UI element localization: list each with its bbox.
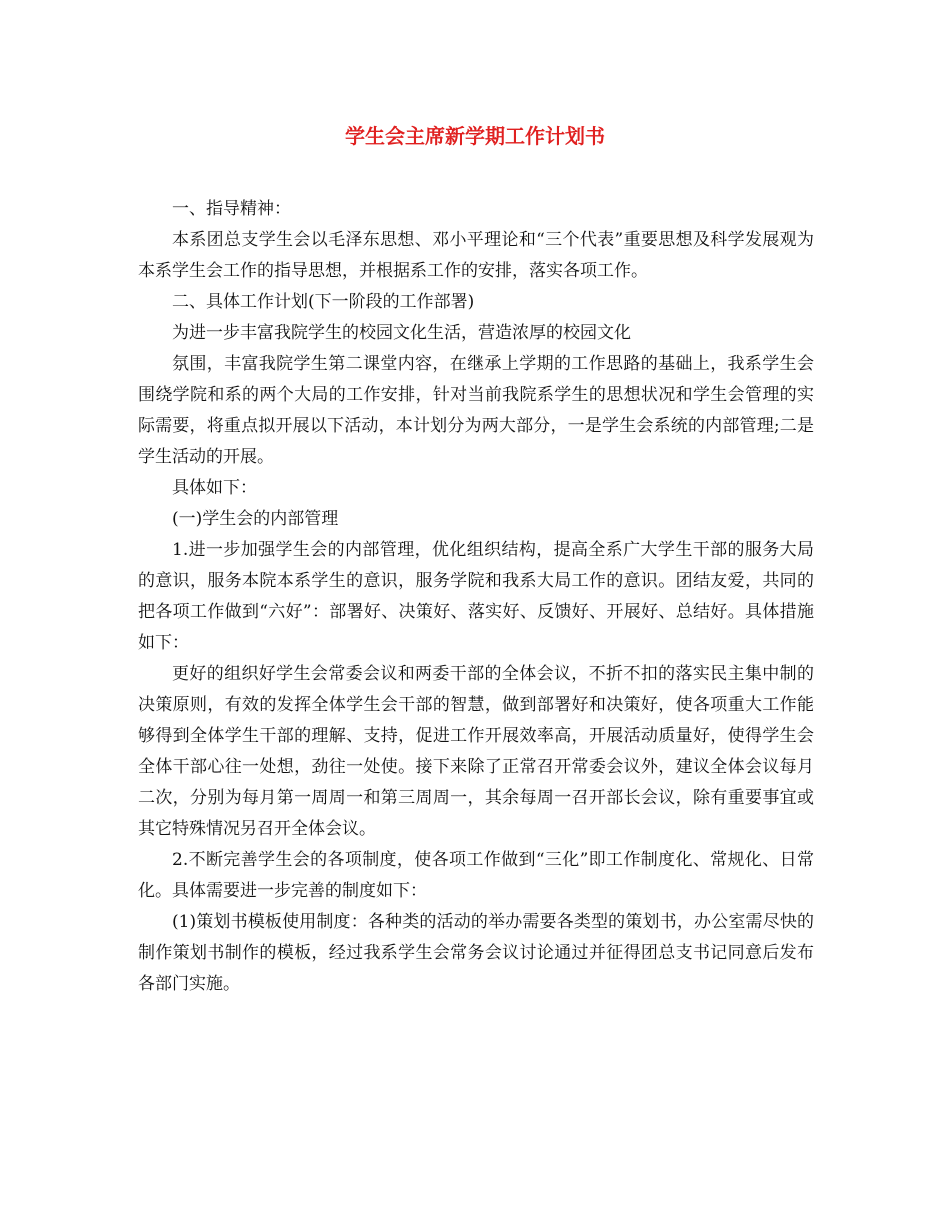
paragraph-guiding-spirit-heading: 一、指导精神： bbox=[172, 199, 291, 219]
document-body bbox=[138, 194, 814, 1000]
paragraph: 具体如下： bbox=[172, 478, 257, 498]
paragraph-guiding-spirit: 本系团总支学生会以毛泽东思想、邓小平理论和“三个代表”重要思想及科学发展观为本系学生会工作的指导思想，并根据系工作的安排，落实各项工作。 bbox=[138, 230, 814, 281]
paragraph: 为进一步丰富我院学生的校园文化生活，营造浓厚的校园文化 bbox=[172, 323, 631, 343]
paragraph-internal-management-heading: (一)学生会的内部管理 bbox=[172, 509, 339, 529]
paragraph: 1.进一步加强学生会的内部管理，优化组织结构，提高全系广大学生干部的服务大局的意识，服务本院本系学生的意识，服务学院和我系大局工作的意识。团结友爱，共同的把各项工作做到“六好”：部署好、决策好、落实好、反馈好、开展好、总结好。具体措施如下： bbox=[138, 540, 814, 653]
document-title: 学生会主席新学期工作计划书 bbox=[345, 124, 605, 148]
paragraph: 2.不断完善学生会的各项制度，使各项工作做到“三化”即工作制度化、常规化、日常化。具体需要进一步完善的制度如下： bbox=[138, 850, 814, 901]
paragraph: 氛围，丰富我院学生第二课堂内容，在继承上学期的工作思路的基础上，我系学生会围绕学院和系的两个大局的工作安排，针对当前我院系学生的思想状况和学生会管理的实际需要，将重点拟开展以下活动，本计划分为两大部分，一是学生会系统的内部管理;二是学生活动的开展。 bbox=[138, 354, 814, 467]
paragraph: (1)策划书模板使用制度：各种类的活动的举办需要各类型的策划书，办公室需尽快的制作策划书制作的模板，经过我系学生会常务会议讨论通过并征得团总支书记同意后发布各部门实施。 bbox=[138, 912, 814, 994]
paragraph-work-plan-heading: 二、具体工作计划(下一阶段的工作部署) bbox=[172, 292, 475, 312]
paragraph: 更好的组织好学生会常委会议和两委干部的全体会议，不折不扣的落实民主集中制的决策原则，有效的发挥全体学生会干部的智慧，做到部署好和决策好，使各项重大工作能够得到全体学生干部的理解、支持，促进工作开展效率高，开展活动质量好，使得学生会全体干部心往一处想，劲往一处使。接下来除了正常召开常委会议外，建议全体会议每月二次，分别为每月第一周周一和第三周周一，其余每周一召开部长会议，除有重要事宜或其它特殊情况另召开全体会议。 bbox=[138, 664, 814, 839]
